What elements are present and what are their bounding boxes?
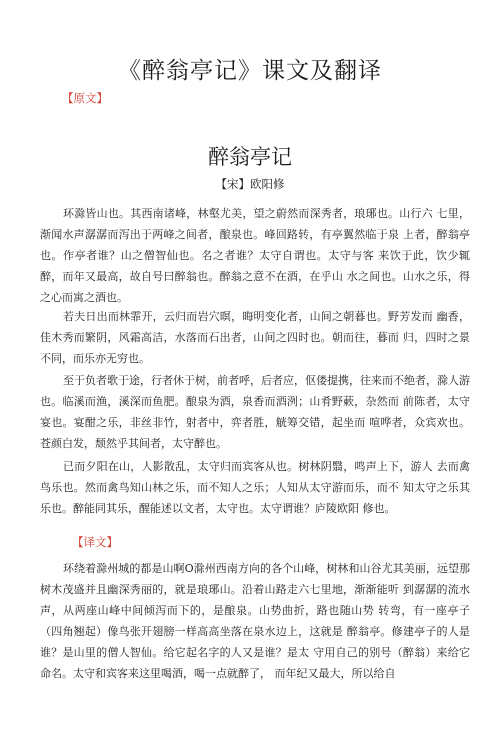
original-paragraph-1: 环滁皆山也。其西南诸峰，林壑尤美，望之蔚然而深秀者，琅琊也。山行六 七里，渐闻水声潺潺而泻出于两峰之间者，酿泉也。峰回路转，有亭翼然临于泉 上者，醉翁亭也。作亭者谁？山之僧智仙也。名之者谁？太守自谓也。太守与客 来饮于此，饮少辄醉，而年又最高，故自号曰醉翁也。醉翁之意不在酒，在乎山 水之间也。山水之乐，得之心而寓之酒也。 bbox=[40, 207, 470, 304]
poem-author: 【宋】欧阳修 bbox=[215, 177, 285, 191]
translation-label: 【译文】 bbox=[72, 535, 118, 549]
original-text-label: 【原文】 bbox=[62, 91, 108, 105]
original-paragraph-3: 至于负者歌于途，行者休于树，前者呼，后者应，伛偻提携，往来而不绝者，滁人游也。临溪而渔，溪深而鱼肥。酿泉为酒，泉香而酒洌；山肴野蔌，杂然而 前陈者，太守宴也。宴酣之乐，非丝非竹，射者中，弈者胜，觥筹交错，起坐而 喧哗者，众宾欢也。苍颜白发，颓然乎其间者，太守醉也。 bbox=[40, 374, 470, 450]
poem-title: 醉翁亭记 bbox=[208, 145, 292, 169]
original-paragraph-4: 已而夕阳在山，人影散乱，太守归而宾客从也。树林阴翳，鸣声上下，游人 去而禽鸟乐也。然而禽鸟知山林之乐，而不知人之乐；人知从太守游而乐，而不 知太守之乐其乐也。醉能同其乐，醒能述以文者，太守也。太守谓谁？庐陵欧阳 修也。 bbox=[40, 460, 470, 515]
original-paragraph-2: 若夫日出而林霏开，云归而岩穴暝，晦明变化者，山间之朝暮也。野芳发而 幽香，佳木秀而繁阴，风霜高洁，水落而石出者，山间之四时也。朝而往，暮而 归，四时之景不同，而乐亦无穷也。 bbox=[40, 310, 470, 365]
document-title: 《醉翁亭记》课文及翻译 bbox=[118, 58, 382, 84]
translation-paragraph-1: 环绕着滁州城的都是山啊O滁州西南方向的各个山峰，树林和山谷尤其美丽，远望那树木茂盛并且幽深秀丽的，就是琅琊山。沿着山路走六七里地，渐渐能听 到潺潺的流水声，从两座山峰中间倾泻而下的，是酿泉。山势曲折，路也随山势 转弯，有一座亭子（四角翘起）像鸟张开翅膀一样高高坐落在泉水边上，这就是 醉翁亭。修建亭子的人是谁？是山里的僧人智仙。给它起名字的人又是谁？是太 守用自己的别号（醉翁）来给它命名。太守和宾客来这里喝酒，喝一点就醉了， 而年纪又最大，所以给自 bbox=[40, 562, 470, 680]
